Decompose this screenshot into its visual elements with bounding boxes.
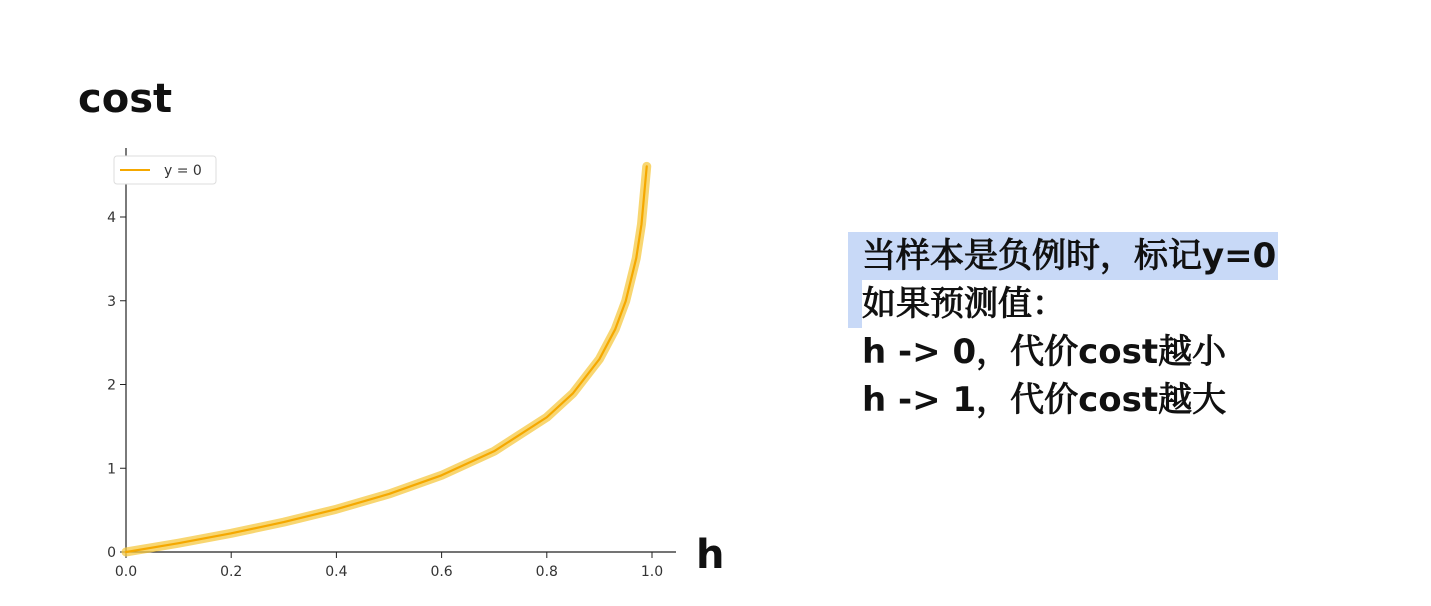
y-tick-label: 4 — [107, 210, 116, 226]
y-tick-label: 0 — [107, 545, 116, 561]
note-line-if-predicted: 如果预测值： — [848, 280, 1278, 328]
x-tick-label: 0.6 — [430, 564, 453, 580]
legend — [114, 156, 216, 184]
legend-label: y = 0 — [164, 163, 202, 179]
x-tick-label: 0.0 — [114, 564, 138, 580]
y-tick-label: 3 — [107, 293, 116, 310]
x-tick-label: 0.2 — [220, 564, 243, 580]
note-line-h-to-0: h -> 0，代价cost越小 — [862, 332, 1227, 372]
explanation-notes — [848, 232, 1278, 424]
x-ticks — [115, 552, 663, 580]
note-line-h-to-1: h -> 1，代价cost越大 — [862, 380, 1227, 420]
y-ticks — [107, 210, 126, 561]
note-line-negative-sample: 当样本是负例时，标记y=0 — [848, 232, 1278, 280]
x-axis-title: h — [696, 532, 725, 578]
cost-curve-line — [126, 166, 647, 552]
y-tick-label: 1 — [107, 461, 116, 478]
x-tick-label: 0.4 — [325, 564, 348, 580]
y-axis-title: cost — [78, 76, 173, 122]
y-tick-label: 2 — [107, 377, 116, 394]
x-tick-label: 1.0 — [640, 564, 664, 580]
x-tick-label: 0.8 — [535, 564, 558, 580]
